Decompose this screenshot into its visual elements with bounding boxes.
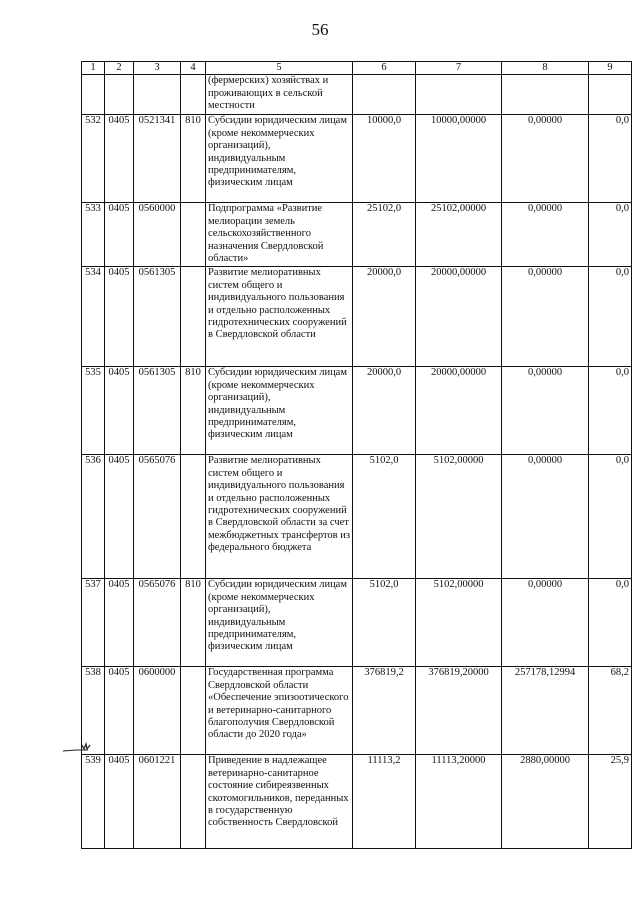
expense-kind xyxy=(181,75,206,115)
row-number: 532 xyxy=(82,115,105,203)
row-description: Приведение в надлежащее ветеринарно-санитарное состояние сибиреязвенных скотомогильников, переданных в государственную собственность Свердловской xyxy=(206,755,353,849)
column-header: 2 xyxy=(105,62,134,75)
section-code: 0405 xyxy=(105,579,134,667)
row-description: Подпрограмма «Развитие мелиорации земель сельскохозяйственного назначения Свердловской области» xyxy=(206,203,353,267)
page-number: 56 xyxy=(311,20,329,39)
section-code: 0405 xyxy=(105,367,134,455)
value-col9: 0,0 xyxy=(589,579,632,667)
value-col9: 0,0 xyxy=(589,367,632,455)
expense-kind: 810 xyxy=(181,115,206,203)
value-col8: 0,00000 xyxy=(502,115,589,203)
table-row xyxy=(82,267,632,367)
value-col6: 20000,0 xyxy=(353,367,416,455)
item-code: 0565076 xyxy=(134,579,181,667)
value-col9 xyxy=(589,75,632,115)
value-col9: 0,0 xyxy=(589,203,632,267)
table-row xyxy=(82,755,632,849)
table-row xyxy=(82,367,632,455)
row-description: Развитие мелиоративных систем общего и индивидуального пользования и отдельно расположенных гидротехнических сооружений в Свердловской области за счет межбюджетных трансфертов из федерального бюджета xyxy=(206,455,353,579)
table-row xyxy=(82,667,632,755)
value-col8: 0,00000 xyxy=(502,455,589,579)
value-col7: 20000,00000 xyxy=(416,267,502,367)
value-col8: 257178,12994 xyxy=(502,667,589,755)
table-row xyxy=(82,579,632,667)
expense-kind xyxy=(181,455,206,579)
item-code: 0561305 xyxy=(134,267,181,367)
row-description: Развитие мелиоративных систем общего и индивидуального пользования и отдельно расположенных гидротехнических сооружений в Свердловской области xyxy=(206,267,353,367)
row-description: Субсидии юридическим лицам (кроме некоммерческих организаций), индивидуальным предпринимателям, физическим лицам xyxy=(206,367,353,455)
value-col7: 25102,00000 xyxy=(416,203,502,267)
column-header: 3 xyxy=(134,62,181,75)
value-col6: 11113,2 xyxy=(353,755,416,849)
expense-kind xyxy=(181,667,206,755)
value-col9: 0,0 xyxy=(589,267,632,367)
item-code: 0521341 xyxy=(134,115,181,203)
value-col8: 0,00000 xyxy=(502,267,589,367)
table-row xyxy=(82,115,632,203)
item-code: 0561305 xyxy=(134,367,181,455)
section-code: 0405 xyxy=(105,455,134,579)
column-header: 4 xyxy=(181,62,206,75)
section-code: 0405 xyxy=(105,115,134,203)
value-col8: 0,00000 xyxy=(502,203,589,267)
item-code: 0565076 xyxy=(134,455,181,579)
expense-kind xyxy=(181,267,206,367)
row-number: 538 xyxy=(82,667,105,755)
value-col6: 5102,0 xyxy=(353,455,416,579)
row-number: 534 xyxy=(82,267,105,367)
expense-kind: 810 xyxy=(181,579,206,667)
value-col6: 5102,0 xyxy=(353,579,416,667)
item-code xyxy=(134,75,181,115)
value-col6: 25102,0 xyxy=(353,203,416,267)
column-header: 9 xyxy=(589,62,632,75)
value-col9: 0,0 xyxy=(589,455,632,579)
value-col6: 376819,2 xyxy=(353,667,416,755)
column-header: 7 xyxy=(416,62,502,75)
value-col6 xyxy=(353,75,416,115)
row-number: 539 xyxy=(82,755,105,849)
value-col7: 11113,20000 xyxy=(416,755,502,849)
budget-table xyxy=(81,61,632,849)
value-col8 xyxy=(502,75,589,115)
value-col8: 0,00000 xyxy=(502,367,589,455)
value-col9: 68,2 xyxy=(589,667,632,755)
column-header: 5 xyxy=(206,62,353,75)
column-header: 6 xyxy=(353,62,416,75)
item-code: 0560000 xyxy=(134,203,181,267)
table-row xyxy=(82,203,632,267)
value-col7: 10000,00000 xyxy=(416,115,502,203)
pen-mark xyxy=(62,742,100,754)
value-col7: 20000,00000 xyxy=(416,367,502,455)
row-description: Государственная программа Свердловской области «Обеспечение эпизоотического и ветеринарно-санитарного благополучия Свердловской области до 2020 года» xyxy=(206,667,353,755)
value-col8: 0,00000 xyxy=(502,579,589,667)
column-header: 1 xyxy=(82,62,105,75)
value-col9: 25,9 xyxy=(589,755,632,849)
item-code: 0601221 xyxy=(134,755,181,849)
header-row xyxy=(82,62,632,75)
row-description: Субсидии юридическим лицам (кроме некоммерческих организаций), индивидуальным предпринимателям, физическим лицам xyxy=(206,579,353,667)
expense-kind: 810 xyxy=(181,367,206,455)
section-code: 0405 xyxy=(105,755,134,849)
table-row xyxy=(82,455,632,579)
value-col6: 20000,0 xyxy=(353,267,416,367)
value-col6: 10000,0 xyxy=(353,115,416,203)
table-row xyxy=(82,75,632,115)
expense-kind xyxy=(181,755,206,849)
column-header: 8 xyxy=(502,62,589,75)
expense-kind xyxy=(181,203,206,267)
value-col9: 0,0 xyxy=(589,115,632,203)
row-description: Субсидии юридическим лицам (кроме некоммерческих организаций), индивидуальным предпринимателям, физическим лицам xyxy=(206,115,353,203)
row-number xyxy=(82,75,105,115)
section-code: 0405 xyxy=(105,203,134,267)
section-code: 0405 xyxy=(105,667,134,755)
item-code: 0600000 xyxy=(134,667,181,755)
value-col8: 2880,00000 xyxy=(502,755,589,849)
section-code: 0405 xyxy=(105,267,134,367)
value-col7: 376819,20000 xyxy=(416,667,502,755)
value-col7: 5102,00000 xyxy=(416,455,502,579)
section-code xyxy=(105,75,134,115)
row-number: 535 xyxy=(82,367,105,455)
row-number: 536 xyxy=(82,455,105,579)
row-number: 533 xyxy=(82,203,105,267)
table-body xyxy=(82,75,632,849)
row-number: 537 xyxy=(82,579,105,667)
row-description: (фермерских) хозяйствах и проживающих в сельской местности xyxy=(206,75,353,115)
value-col7: 5102,00000 xyxy=(416,579,502,667)
value-col7 xyxy=(416,75,502,115)
